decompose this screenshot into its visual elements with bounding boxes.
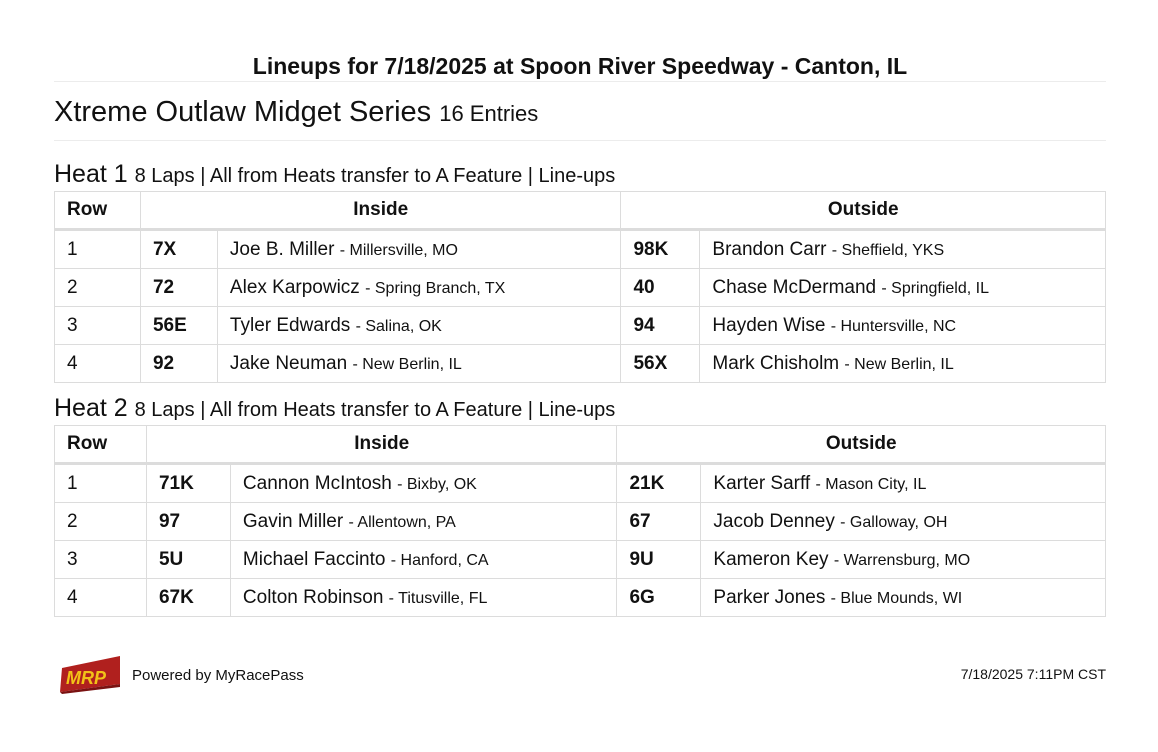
driver-hometown: - Allentown, PA <box>348 513 456 531</box>
row-number: 3 <box>55 307 141 345</box>
lineup-page <box>54 0 1106 617</box>
table-row <box>55 269 1106 307</box>
series-entries: 16 Entries <box>439 101 539 126</box>
heat-1-header <box>54 159 1106 191</box>
car-number: 94 <box>621 307 700 345</box>
series-header <box>54 94 1106 141</box>
row-number: 2 <box>55 269 141 307</box>
outside-driver <box>700 230 1106 269</box>
driver-hometown: - Sheffield, YKS <box>831 241 945 259</box>
page-title: Lineups for 7/18/2025 at Spoon River Speedway - Canton, IL <box>54 52 1106 82</box>
driver-name: Kameron Key <box>713 548 829 570</box>
driver-name: Mark Chisholm <box>712 352 840 374</box>
heat-name: Heat 1 <box>54 160 128 188</box>
row-number: 1 <box>55 230 141 269</box>
powered-by-text: Powered by MyRacePass <box>132 667 304 684</box>
car-number: 56E <box>140 307 217 345</box>
outside-driver <box>701 464 1106 503</box>
heat-name: Heat 2 <box>54 394 128 422</box>
table-row <box>55 464 1106 503</box>
outside-driver <box>701 541 1106 579</box>
driver-hometown: - Salina, OK <box>355 317 442 335</box>
table-row <box>55 230 1106 269</box>
car-number: 71K <box>146 464 230 503</box>
driver-hometown: - New Berlin, IL <box>844 355 954 373</box>
inside-driver <box>230 579 617 617</box>
car-number: 92 <box>140 345 217 383</box>
heat-detail: 8 Laps | All from Heats transfer to A Feature | Line-ups <box>134 399 616 421</box>
car-number: 67K <box>146 579 230 617</box>
driver-hometown: - Hanford, CA <box>390 551 489 569</box>
driver-hometown: - Bixby, OK <box>397 475 477 493</box>
inside-driver <box>217 230 621 269</box>
row-number: 4 <box>55 579 147 617</box>
row-number: 3 <box>55 541 147 579</box>
inside-driver <box>230 503 617 541</box>
driver-hometown: - Springfield, IL <box>881 279 989 297</box>
driver-hometown: - Millersville, MO <box>339 241 458 259</box>
row-number: 2 <box>55 503 147 541</box>
car-number: 97 <box>146 503 230 541</box>
row-number: 1 <box>55 464 147 503</box>
page-footer <box>58 654 1106 694</box>
table-row <box>55 503 1106 541</box>
driver-name: Colton Robinson <box>242 586 384 608</box>
car-number: 98K <box>621 230 700 269</box>
inside-driver <box>217 269 621 307</box>
outside-column-header: Outside <box>621 192 1106 230</box>
driver-name: Karter Sarff <box>713 472 811 494</box>
driver-name: Jacob Denney <box>713 510 835 532</box>
car-number: 67 <box>617 503 701 541</box>
heat-1-lineup-table <box>54 191 1106 383</box>
driver-hometown: - Huntersville, NC <box>830 317 957 335</box>
inside-driver <box>230 541 617 579</box>
outside-driver <box>700 345 1106 383</box>
generated-timestamp: 7/18/2025 7:11PM CST <box>960 666 1106 682</box>
car-number: 5U <box>146 541 230 579</box>
inside-driver <box>217 307 621 345</box>
car-number: 7X <box>140 230 217 269</box>
driver-hometown: - Warrensburg, MO <box>833 551 971 569</box>
driver-name: Joe B. Miller <box>229 238 335 260</box>
table-row <box>55 541 1106 579</box>
driver-hometown: - New Berlin, IL <box>352 355 462 373</box>
logo-text: MRP <box>66 668 106 688</box>
driver-name: Jake Neuman <box>229 352 348 374</box>
driver-name: Tyler Edwards <box>229 314 351 336</box>
driver-name: Gavin Miller <box>242 510 344 532</box>
table-header-row <box>55 192 1106 230</box>
outside-driver <box>701 503 1106 541</box>
row-column-header: Row <box>55 426 147 464</box>
heat-2-header <box>54 393 1106 425</box>
inside-column-header: Inside <box>140 192 621 230</box>
driver-hometown: - Titusville, FL <box>388 589 488 607</box>
table-row <box>55 579 1106 617</box>
heat-detail: 8 Laps | All from Heats transfer to A Feature | Line-ups <box>134 165 616 187</box>
outside-driver <box>700 269 1106 307</box>
car-number: 56X <box>621 345 700 383</box>
row-column-header: Row <box>55 192 141 230</box>
car-number: 6G <box>617 579 701 617</box>
driver-hometown: - Galloway, OH <box>840 513 948 531</box>
driver-name: Michael Faccinto <box>242 548 386 570</box>
car-number: 40 <box>621 269 700 307</box>
driver-name: Brandon Carr <box>712 238 827 260</box>
car-number: 9U <box>617 541 701 579</box>
outside-driver <box>700 307 1106 345</box>
myracepass-logo <box>58 654 122 694</box>
driver-name: Hayden Wise <box>712 314 826 336</box>
row-number: 4 <box>55 345 141 383</box>
driver-name: Chase McDermand <box>712 276 877 298</box>
driver-hometown: - Blue Mounds, WI <box>830 589 963 607</box>
driver-hometown: - Mason City, IL <box>815 475 927 493</box>
inside-column-header: Inside <box>146 426 617 464</box>
series-name: Xtreme Outlaw Midget Series <box>54 96 432 128</box>
table-row <box>55 307 1106 345</box>
driver-name: Alex Karpowicz <box>229 276 360 298</box>
driver-name: Cannon McIntosh <box>242 472 392 494</box>
outside-driver <box>701 579 1106 617</box>
driver-hometown: - Spring Branch, TX <box>365 279 506 297</box>
inside-driver <box>217 345 621 383</box>
outside-column-header: Outside <box>617 426 1106 464</box>
car-number: 21K <box>617 464 701 503</box>
heat-2-lineup-table <box>54 425 1106 617</box>
table-row <box>55 345 1106 383</box>
driver-name: Parker Jones <box>713 586 826 608</box>
car-number: 72 <box>140 269 217 307</box>
inside-driver <box>230 464 617 503</box>
table-header-row <box>55 426 1106 464</box>
